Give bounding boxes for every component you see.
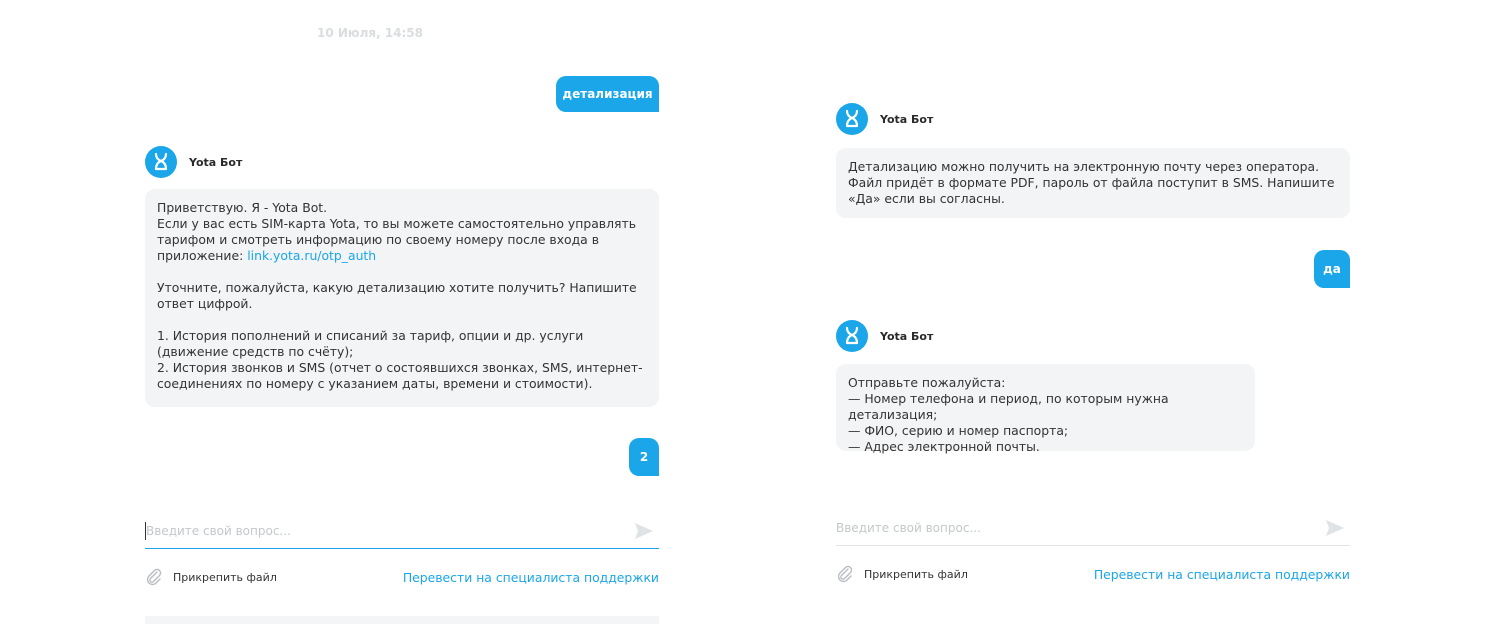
attach-file-label: Прикрепить файл xyxy=(864,567,968,581)
otp-auth-link[interactable]: link.yota.ru/otp_auth xyxy=(247,248,377,263)
bot-message-bubble xyxy=(836,148,1350,218)
send-icon xyxy=(634,522,654,540)
transfer-to-support-link[interactable]: Перевести на специалиста поддержки xyxy=(402,569,659,585)
user-message-bubble: детализация xyxy=(556,76,659,112)
send-button[interactable] xyxy=(629,522,659,540)
message-timestamp: 10 Июля, 14:58 xyxy=(316,26,423,40)
bot-message-bubble xyxy=(145,189,659,407)
chat-footer xyxy=(145,567,659,587)
paperclip-icon xyxy=(836,565,854,583)
attach-file-button[interactable] xyxy=(145,568,277,586)
yota-bot-avatar-icon xyxy=(836,320,868,352)
bot-name: Yota Бот xyxy=(880,329,934,343)
bot-question-text: Уточните, пожалуйста, какую детализацию хотите получить? Напишите ответ цифрой. xyxy=(157,280,637,311)
message-input-row xyxy=(836,510,1350,546)
send-button[interactable] xyxy=(1320,519,1350,537)
panel-bottom-strip xyxy=(145,616,659,624)
user-message-bubble: да xyxy=(1314,250,1350,288)
bot-message-text: Отправьте пожалуйста: — Номер телефона и период, по которым нужна детализация; — ФИО, серию и номер паспорта; — Адрес электронной почты. xyxy=(848,375,1169,454)
yota-bot-avatar-icon xyxy=(836,103,868,135)
chat-panel-right xyxy=(836,0,1350,624)
chat-panel-left xyxy=(145,0,659,624)
bot-message-text: Детализацию можно получить на электронную почту через оператора. Файл придёт в формате PDF, пароль от файла поступит в SMS. Напишите «Да» если вы согласны. xyxy=(848,159,1335,206)
bot-name: Yota Бот xyxy=(880,112,934,126)
attach-file-button[interactable] xyxy=(836,565,968,583)
bot-greeting-text: Приветствую. Я - Yota Bot. Если у вас есть SIM-карта Yota, то вы можете самостоятельно управлять тарифом и смотреть информацию по своему номеру после входа в приложение: xyxy=(157,200,636,263)
message-input[interactable] xyxy=(146,515,629,547)
transfer-to-support-link[interactable]: Перевести на специалиста поддержки xyxy=(1093,566,1350,582)
bot-message-bubble xyxy=(836,364,1255,454)
bot-header xyxy=(145,146,242,178)
bot-options-text: 1. История пополнений и списаний за тариф, опции и др. услуги (движение средств по счёту); 2. История звонков и SMS (отчет о состоявшихся звонках, SMS, интернет-соединениях по номеру с указанием даты, времени и стоимости). xyxy=(157,328,643,391)
attach-file-label: Прикрепить файл xyxy=(173,570,277,584)
bot-header xyxy=(836,103,933,135)
send-icon xyxy=(1325,519,1345,537)
message-input[interactable] xyxy=(836,512,1320,544)
yota-bot-avatar-icon xyxy=(145,146,177,178)
bot-message-text xyxy=(157,200,647,264)
user-message-bubble: 2 xyxy=(629,438,659,476)
bot-header xyxy=(836,320,933,352)
chat-footer xyxy=(836,564,1350,584)
paperclip-icon xyxy=(145,568,163,586)
message-input-row xyxy=(145,513,659,549)
bot-name: Yota Бот xyxy=(189,155,243,169)
